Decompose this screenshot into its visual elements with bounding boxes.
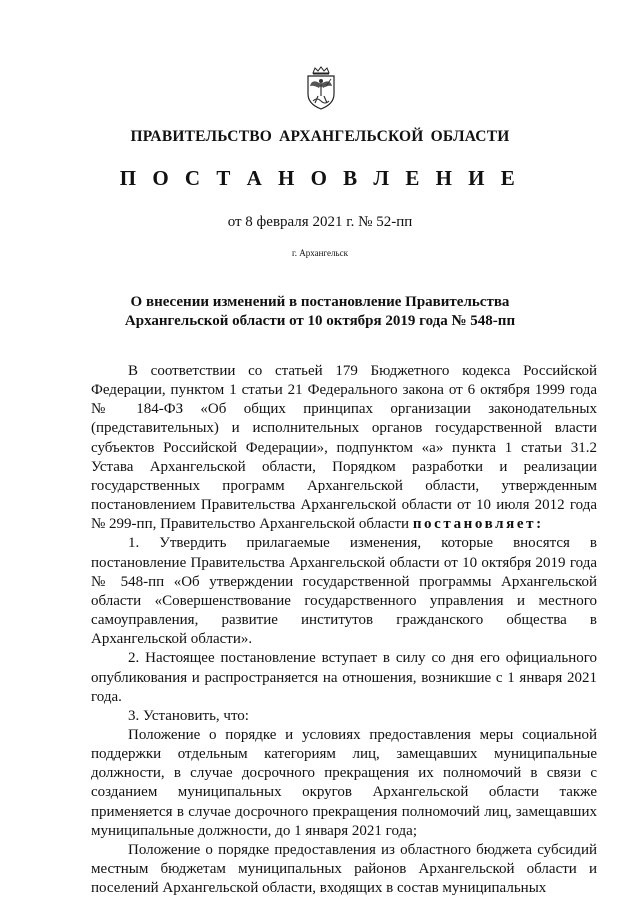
paragraph-4: Положение о порядке и условиях предоставления меры социальной поддержки отдельным категориям лиц, замещавших муниципальные должности, в случае досрочного прекращения их полномочий в связи с созданием муниципальных округов Архангельской области также применяется в случае досрочного прекращения полномочий лиц, замещавших муниципальные должности, до 1 января 2021 года; xyxy=(91,726,597,839)
document-date-number: от 8 февраля 2021 г. № 52-пп xyxy=(227,214,413,230)
coat-of-arms-icon xyxy=(304,66,338,110)
organization-name: ПРАВИТЕЛЬСТВО АРХАНГЕЛЬСКОЙ ОБЛАСТИ xyxy=(130,128,510,145)
document-type: П О С Т А Н О В Л Е Н И Е xyxy=(119,166,521,190)
document-title xyxy=(110,293,530,331)
item-1-paragraph: 1. Утвердить прилагаемые изменения, которые вносятся в постановление Правительства Архангельской области от 10 октября 2019 года № 548-пп «Об утверждении государственной программы Архангельской области «Совершенствование государственного управления и местного самоуправления, развитие институтов гражданского общества в Архангельской области». xyxy=(91,535,597,648)
document-body xyxy=(91,362,597,898)
decree-word: постановляет xyxy=(412,516,537,533)
item-2-paragraph: 2. Настоящее постановление вступает в силу со дня его официального опубликования и распространяется на отношения, возникшие с 1 января 2021 года. xyxy=(91,650,597,705)
title-line-1: О внесении изменений в постановление Правительства xyxy=(130,294,510,310)
item-3-paragraph: 3. Установить, что: xyxy=(128,707,249,724)
document-city: г. Архангельск xyxy=(292,248,348,258)
decree-colon: : xyxy=(536,516,544,533)
paragraph-5: Положение о порядке предоставления из областного бюджета субсидий местным бюджетам муниципальных районов Архангельской области и поселений Архангельской области, входящих в состав муниципальных xyxy=(91,841,597,897)
preamble-text: В соответствии со статьей 179 Бюджетного кодекса Российской Федерации, пунктом 1 статьи 21 Федерального закона от 6 октября 1999 года № 184-ФЗ «Об общих принципах организации законодательных (представительных) и исполнительных органов государственной власти субъектов Российской Федерации», подпунктом «а» пункта 1 статьи 31.2 Устава Архангельской области, Порядком разработки и реализации государственных программ Архангельской области, утвержденным постановлением Правительства Архангельской области от 10 июля 2012 года № 299-пп, Правительство Архангельской области xyxy=(91,363,597,533)
title-line-2: Архангельской области от 10 октября 2019 года № 548-пп xyxy=(124,313,516,329)
preamble-paragraph xyxy=(91,362,597,534)
